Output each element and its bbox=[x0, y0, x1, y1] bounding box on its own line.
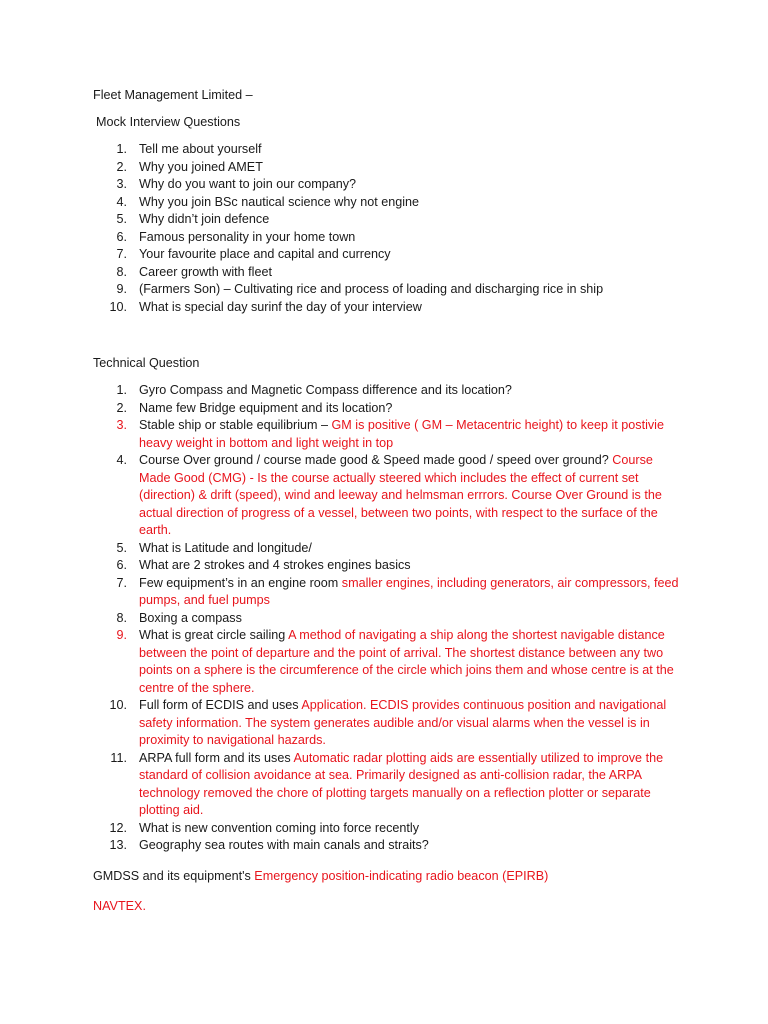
item-number: 5. bbox=[116, 540, 127, 555]
item-number: 7. bbox=[116, 247, 127, 261]
question-text: Famous personality in your home town bbox=[139, 229, 356, 244]
item-number: 13. bbox=[109, 838, 127, 852]
technical-heading: Technical Question bbox=[93, 356, 200, 370]
list-item bbox=[93, 194, 683, 212]
item-number: 10. bbox=[109, 299, 127, 314]
gmdss-label: GMDSS and its equipment's bbox=[93, 869, 255, 883]
item-number: 12. bbox=[109, 820, 127, 835]
list-item bbox=[93, 837, 683, 855]
question-text: Gyro Compass and Magnetic Compass difference and its location? bbox=[139, 383, 512, 397]
question-text: What is special day surinf the day of your interview bbox=[139, 299, 422, 314]
answer-text: Automatic radar plotting aids are essentially utilized to improve the standard of collision avoidance at sea. Primarily designed as anti-collision radar, the ARPA technology removed the chore of plotting targets manually on a reflection plotter or separate plotting aid. bbox=[139, 750, 664, 817]
question-text: Tell me about yourself bbox=[139, 142, 262, 156]
gmdss-line bbox=[93, 868, 548, 886]
question-text: Why you joined AMET bbox=[139, 159, 263, 174]
answer-text: GM is positive ( GM – Metacentric height) to keep it postivie heavy weight in bottom and light weight in top bbox=[139, 418, 664, 450]
list-item bbox=[93, 211, 683, 229]
question-text: What is great circle sailing bbox=[139, 628, 289, 642]
item-number: 6. bbox=[116, 558, 127, 572]
item-number: 3. bbox=[116, 418, 127, 432]
list-item bbox=[93, 141, 683, 159]
item-number: 6. bbox=[116, 229, 127, 244]
list-item bbox=[93, 540, 683, 558]
list-item bbox=[93, 246, 683, 264]
item-number: 9. bbox=[116, 628, 127, 642]
item-number: 2. bbox=[116, 159, 127, 174]
list-item bbox=[93, 229, 683, 247]
list-item bbox=[93, 299, 683, 317]
question-text: ARPA full form and its uses bbox=[139, 750, 294, 765]
item-number: 5. bbox=[116, 212, 127, 226]
question-text: Full form of ECDIS and uses bbox=[139, 698, 302, 712]
list-item bbox=[93, 697, 683, 750]
list-item bbox=[93, 159, 683, 177]
question-text: Geography sea routes with main canals and straits? bbox=[139, 838, 429, 852]
question-text: Your favourite place and capital and currency bbox=[139, 247, 391, 261]
item-number: 4. bbox=[116, 194, 127, 209]
item-number: 10. bbox=[109, 698, 127, 712]
list-item bbox=[93, 610, 683, 628]
list-item bbox=[93, 281, 683, 299]
item-number: 8. bbox=[116, 264, 127, 279]
item-number: 2. bbox=[116, 400, 127, 415]
question-text: Name few Bridge equipment and its location? bbox=[139, 400, 393, 415]
navtex-line: NAVTEX. bbox=[93, 899, 146, 913]
question-text: Career growth with fleet bbox=[139, 264, 272, 279]
item-number: 1. bbox=[116, 142, 127, 156]
document-subtitle: Mock Interview Questions bbox=[96, 115, 241, 129]
question-text: Boxing a compass bbox=[139, 610, 242, 625]
question-text: Stable ship or stable equilibrium – bbox=[139, 418, 332, 432]
item-number: 9. bbox=[116, 282, 127, 296]
item-number: 1. bbox=[116, 383, 127, 397]
question-text: What are 2 strokes and 4 strokes engines basics bbox=[139, 558, 411, 572]
question-text: (Farmers Son) – Cultivating rice and process of loading and discharging rice in ship bbox=[139, 282, 604, 296]
list-item bbox=[93, 176, 683, 194]
answer-text: smaller engines, including generators, air compressors, feed pumps, and fuel pumps bbox=[139, 575, 679, 607]
gmdss-answer: Emergency position-indicating radio beacon (EPIRB) bbox=[254, 869, 549, 883]
list-item bbox=[93, 820, 683, 838]
list-item bbox=[93, 382, 683, 400]
question-text: What is Latitude and longitude/ bbox=[139, 540, 312, 555]
question-text: What is new convention coming into force recently bbox=[139, 820, 419, 835]
document-title: Fleet Management Limited – bbox=[93, 88, 253, 102]
list-item bbox=[93, 557, 683, 575]
item-number: 8. bbox=[116, 610, 127, 625]
list-item bbox=[93, 750, 683, 820]
answer-text: Course Made Good (CMG) - Is the course actually steered which includes the effect of current set (direction) & drift (speed), wind and leeway and helmsman errrors. Course Over Ground is the actual direction of progress of a vessel, between two points, with respect to the surface of the earth. bbox=[139, 453, 662, 537]
question-text: Why didn’t join defence bbox=[139, 212, 270, 226]
question-text: Few equipment’s in an engine room bbox=[139, 575, 342, 590]
list-item bbox=[93, 417, 683, 452]
answer-text: Application. ECDIS provides continuous position and navigational safety information. The system generates audible and/or visual alarms when the vessel is in proximity to navigational hazards. bbox=[139, 698, 667, 747]
item-number: 3. bbox=[116, 177, 127, 191]
question-text: Why you join BSc nautical science why not engine bbox=[139, 194, 420, 209]
item-number: 4. bbox=[116, 453, 127, 467]
list-item bbox=[93, 452, 683, 540]
list-item bbox=[93, 575, 683, 610]
interview-questions-list bbox=[93, 141, 683, 316]
list-item bbox=[93, 400, 683, 418]
question-text: Why do you want to join our company? bbox=[139, 177, 357, 191]
list-item bbox=[93, 627, 683, 697]
technical-questions-list bbox=[93, 382, 683, 855]
item-number: 7. bbox=[116, 575, 127, 590]
list-item bbox=[93, 264, 683, 282]
item-number: 11. bbox=[110, 750, 127, 765]
question-text: Course Over ground / course made good & Speed made good / speed over ground? bbox=[139, 453, 613, 467]
answer-text: A method of navigating a ship along the shortest navigable distance between the point of departure and the point of arrival. The shortest distance between any two points on a sphere is the circumference of the circle which joins them and whose centre is at the centre of the sphere. bbox=[139, 628, 674, 695]
